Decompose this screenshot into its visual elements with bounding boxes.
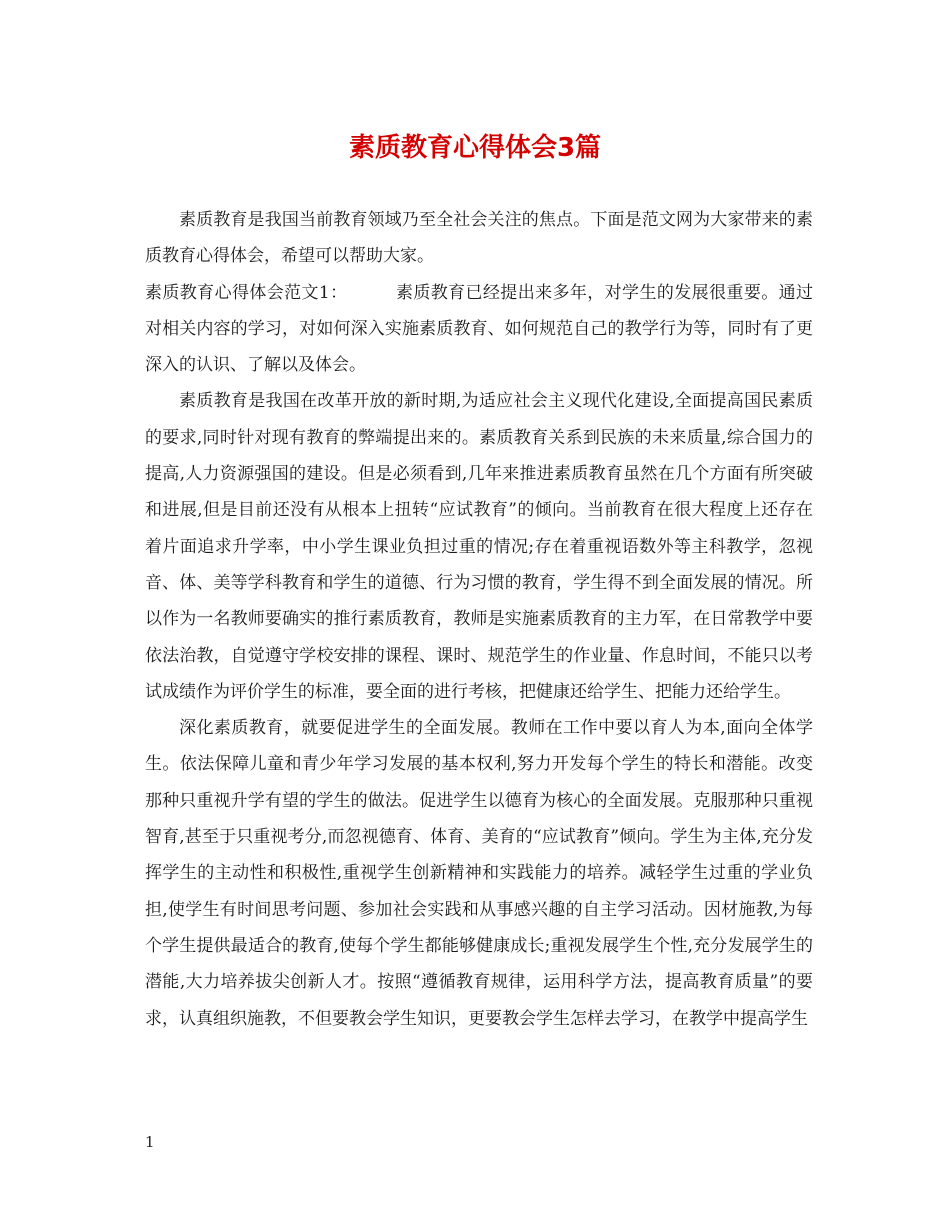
document-body bbox=[145, 202, 813, 1037]
essay-first-text: 素质教育已经提出来多年，对学生的发展很重要。通过对相关内容的学习，对如何深入实施素质教育、如何规范自己的教学行为等，同时有了更深入的认识、了解以及体会。 bbox=[145, 282, 813, 376]
page-number: 1 bbox=[145, 1133, 155, 1151]
body-paragraph: 素质教育是我国在改革开放的新时期,为适应社会主义现代化建设,全面提高国民素质的要求,同时针对现有教育的弊端提出来的。素质教育关系到民族的未来质量,综合国力的提高,人力资源强国的建设。但是必须看到,几年来推进素质教育虽然在几个方面有所突破和进展,但是目前还没有从根本上扭转“应试教育”的倾向。当前教育在很大程度上还存在着片面追求升学率，中小学生课业负担过重的情况;存在着重视语数外等主科教学，忽视音、体、美等学科教育和学生的道德、行为习惯的教育，学生得不到全面发展的情况。所以作为一名教师要确实的推行素质教育，教师是实施素质教育的主力军，在日常教学中要依法治教，自觉遵守学校安排的课程、课时、规范学生的作业量、作息时间，不能只以考试成绩作为评价学生的标准，要全面的进行考核，把健康还给学生、把能力还给学生。 bbox=[145, 391, 813, 702]
document-title: 素质教育心得体会3篇 bbox=[348, 133, 602, 163]
intro-paragraph: 素质教育是我国当前教育领域乃至全社会关注的焦点。下面是范文网为大家带来的素质教育心得体会，希望可以帮助大家。 bbox=[145, 210, 813, 267]
essay-first-paragraph bbox=[145, 275, 813, 384]
body-paragraph: 深化素质教育，就要促进学生的全面发展。教师在工作中要以育人为本,面向全体学生。依法保障儿童和青少年学习发展的基本权利,努力开发每个学生的特长和潜能。改变那种只重视升学有望的学生的做法。促进学生以德育为核心的全面发展。克服那种只重视智育,甚至于只重视考分,而忽视德育、体育、美育的“应试教育”倾向。学生为主体,充分发挥学生的主动性和积极性,重视学生创新精神和实践能力的培养。减轻学生过重的学业负担,使学生有时间思考问题、参加社会实践和从事感兴趣的自主学习活动。因材施教,为每个学生提供最适合的教育,使每个学生都能够健康成长;重视发展学生个性,充分发展学生的潜能,大力培养拔尖创新人才。按照“遵循教育规律，运用科学方法，提高教育质量”的要求，认真组织施教，不但要教会学生知识，更要教会学生怎样去学习，在教学中提高学生 bbox=[145, 718, 813, 1029]
essay-heading: 素质教育心得体会范文1： bbox=[145, 282, 348, 303]
